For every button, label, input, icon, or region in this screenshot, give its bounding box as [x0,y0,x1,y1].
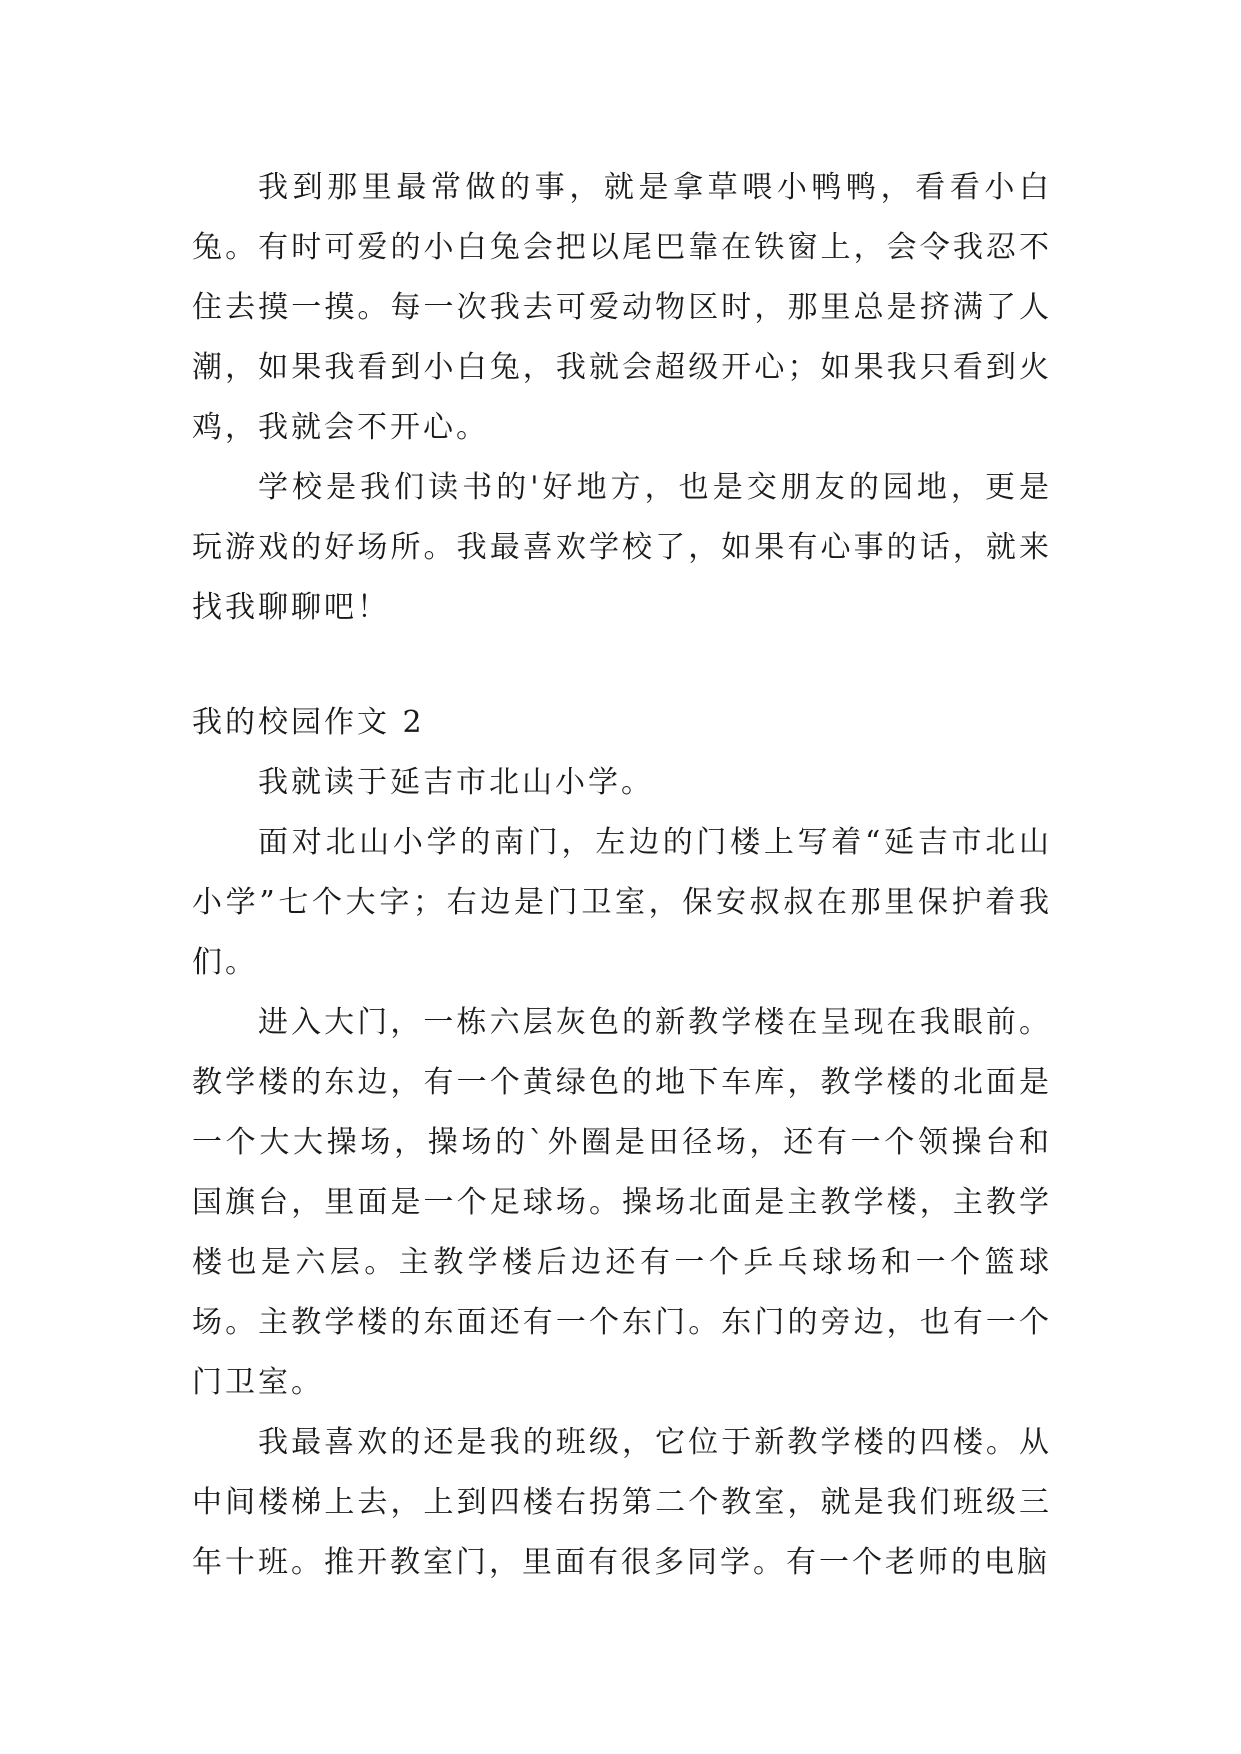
paragraph: 面对北山小学的南门，左边的门楼上写着“延吉市北山小学”七个大字；右边是门卫室，保安叔叔在那里保护着我们。 [192,825,1052,980]
paragraph: 我就读于延吉市北山小学。 [258,765,654,800]
section-title: 我的校园作文 2 [192,705,425,740]
paragraph: 我最喜欢的还是我的班级，它位于新教学楼的四楼。从中间楼梯上去，上到四楼右拐第二个教室，就是我们班级三年十班。推开教室门，里面有很多同学。有一个老师的电脑 [192,1425,1052,1580]
paragraph: 我到那里最常做的事，就是拿草喂小鸭鸭，看看小白兔。有时可爱的小白兔会把以尾巴靠在铁窗上，会令我忍不住去摸一摸。每一次我去可爱动物区时，那里总是挤满了人潮，如果我看到小白兔，我就会超级开心；如果我只看到火鸡，我就会不开心。 [192,170,1052,445]
document-body [192,158,1052,1593]
paragraph: 进入大门，一栋六层灰色的新教学楼在呈现在我眼前。教学楼的东边，有一个黄绿色的地下车库，教学楼的北面是一个大大操场，操场的`外圈是田径场，还有一个领操台和国旗台，里面是一个足球场。操场北面是主教学楼，主教学楼也是六层。主教学楼后边还有一个乒乓球场和一个篮球场。主教学楼的东面还有一个东门。东门的旁边，也有一个门卫室。 [192,1005,1052,1400]
paragraph: 学校是我们读书的'好地方，也是交朋友的园地，更是玩游戏的好场所。我最喜欢学校了，如果有心事的话，就来找我聊聊吧！ [192,470,1052,625]
